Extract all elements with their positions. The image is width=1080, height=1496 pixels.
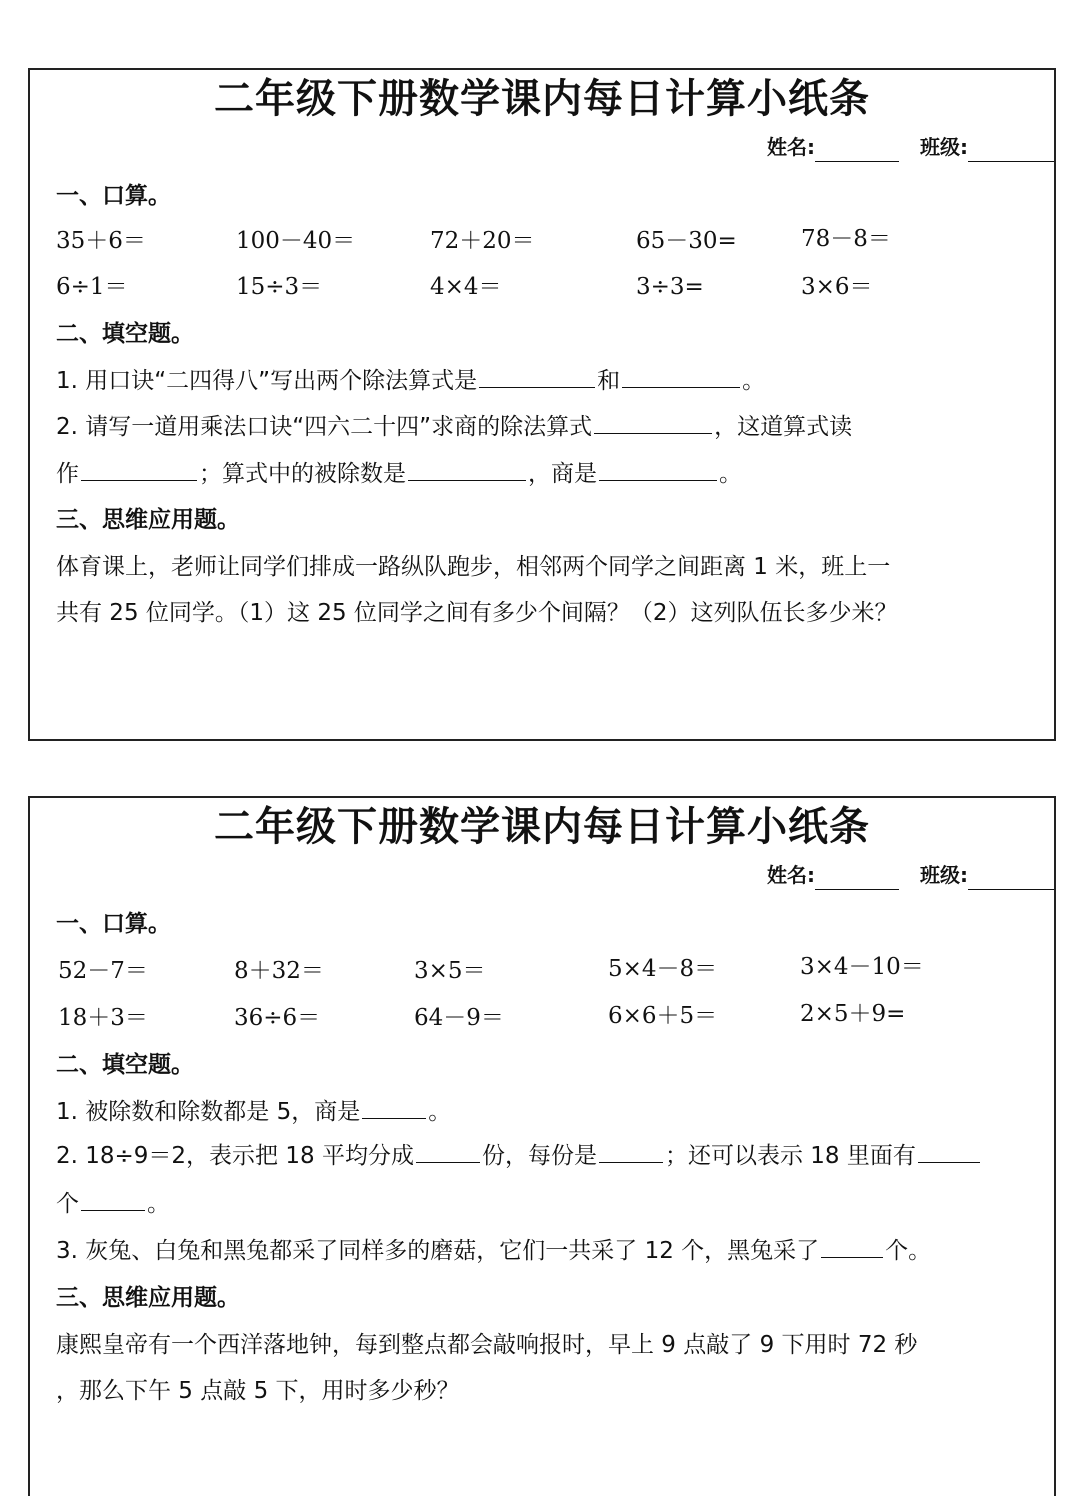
oral-problem: 4×4＝ xyxy=(430,274,502,300)
name-class-bar xyxy=(767,132,1054,162)
oral-problem: 100－40＝ xyxy=(236,228,356,254)
oral-problem: 3×4－10＝ xyxy=(800,954,924,980)
question-text: 和 xyxy=(597,368,621,394)
oral-problem: 6÷1＝ xyxy=(56,274,128,300)
question-text: 1. 用口诀“二四得八”写出两个除法算式是 xyxy=(56,368,478,394)
question-text: ；还可以表示 18 里面有 xyxy=(664,1143,916,1169)
oral-problem: 64－9＝ xyxy=(414,1005,504,1031)
answer-blank[interactable] xyxy=(599,456,717,481)
name-blank[interactable] xyxy=(815,139,899,162)
answer-blank[interactable] xyxy=(594,409,712,434)
section-heading-word-problem: 三、思维应用题。 xyxy=(56,1285,240,1311)
question-text: 份，每份是 xyxy=(481,1143,597,1169)
worksheet-title: 二年级下册数学课内每日计算小纸条 xyxy=(214,804,870,850)
section-heading-oral: 一、口算。 xyxy=(56,911,171,937)
oral-problem: 15÷3＝ xyxy=(236,274,323,300)
oral-problem: 2×5＋9= xyxy=(800,1001,906,1027)
answer-blank[interactable] xyxy=(599,1138,663,1163)
question-text: 个。 xyxy=(885,1238,932,1264)
oral-problem: 36÷6＝ xyxy=(234,1005,321,1031)
class-blank[interactable] xyxy=(968,139,1054,162)
answer-blank[interactable] xyxy=(479,363,595,388)
question-text: ；算式中的被除数是 xyxy=(199,461,406,487)
question-text: 。 xyxy=(428,1099,452,1125)
section-heading-fill: 二、填空题。 xyxy=(56,1052,194,1078)
answer-blank[interactable] xyxy=(622,363,740,388)
oral-problem: 5×4－8＝ xyxy=(608,956,718,982)
answer-blank[interactable] xyxy=(81,1186,145,1211)
oral-problem: 35＋6＝ xyxy=(56,228,146,254)
answer-blank[interactable] xyxy=(416,1138,480,1163)
name-class-bar xyxy=(767,860,1054,890)
oral-problem: 65－30= xyxy=(636,228,737,254)
fill-question-1 xyxy=(56,363,765,398)
class-label: 班级: xyxy=(920,135,968,159)
section-heading-word-problem: 三、思维应用题。 xyxy=(56,507,240,533)
word-problem-line: 共有 25 位同学。（1）这 25 位同学之间有多少个间隔？（2）这列队伍长多少米？ xyxy=(56,600,898,626)
worksheet-title: 二年级下册数学课内每日计算小纸条 xyxy=(214,76,870,122)
oral-problem: 52－7＝ xyxy=(58,958,148,984)
oral-problem: 3÷3= xyxy=(636,274,704,300)
oral-problem: 78－8＝ xyxy=(801,226,891,252)
class-label: 班级: xyxy=(920,863,968,887)
fill-question-1 xyxy=(56,1094,451,1129)
question-text: ，这道算式读 xyxy=(714,414,853,440)
fill-question-2 xyxy=(56,1138,982,1173)
name-label: 姓名: xyxy=(767,135,816,159)
oral-problem: 72＋20＝ xyxy=(430,228,535,254)
question-text: 。 xyxy=(147,1191,170,1217)
fill-question-3 xyxy=(56,1233,931,1268)
worksheet-card-1 xyxy=(28,68,1056,741)
question-text: 3. 灰兔、白兔和黑兔都采了同样多的磨菇，它们一共采了 12 个，黑兔采了 xyxy=(56,1238,820,1264)
name-blank[interactable] xyxy=(815,867,899,890)
name-label: 姓名: xyxy=(767,863,816,887)
section-heading-oral: 一、口算。 xyxy=(56,183,171,209)
answer-blank[interactable] xyxy=(918,1138,980,1163)
question-text: 。 xyxy=(742,368,766,394)
word-problem-line: ，那么下午 5 点敲 5 下，用时多少秒？ xyxy=(56,1378,460,1404)
fill-question-2-cont xyxy=(56,456,742,491)
question-text: 1. 被除数和除数都是 5，商是 xyxy=(56,1099,361,1125)
word-problem-line: 体育课上，老师让同学们排成一路纵队跑步，相邻两个同学之间距离 1 米，班上一 xyxy=(56,554,891,580)
oral-problem: 6×6＋5＝ xyxy=(608,1003,718,1029)
oral-problem: 18＋3＝ xyxy=(58,1005,148,1031)
question-text: 个 xyxy=(56,1191,79,1217)
answer-blank[interactable] xyxy=(408,456,526,481)
fill-question-2-cont xyxy=(56,1186,170,1221)
question-text: 2. 请写一道用乘法口诀“四六二十四”求商的除法算式 xyxy=(56,414,593,440)
word-problem-line: 康熙皇帝有一个西洋落地钟，每到整点都会敲响报时，早上 9 点敲了 9 下用时 72 秒 xyxy=(56,1332,918,1358)
answer-blank[interactable] xyxy=(81,456,197,481)
question-text: 作 xyxy=(56,461,79,487)
oral-problem: 3×5＝ xyxy=(414,958,486,984)
question-text: 。 xyxy=(719,461,742,487)
class-blank[interactable] xyxy=(968,867,1054,890)
oral-problem: 8＋32＝ xyxy=(234,958,324,984)
oral-problem: 3×6＝ xyxy=(801,274,873,300)
answer-blank[interactable] xyxy=(362,1094,426,1119)
section-heading-fill: 二、填空题。 xyxy=(56,321,194,347)
fill-question-2 xyxy=(56,409,852,444)
worksheet-card-2 xyxy=(28,796,1056,1496)
question-text: 2. 18÷9＝2，表示把 18 平均分成 xyxy=(56,1143,414,1169)
question-text: ，商是 xyxy=(528,461,597,487)
answer-blank[interactable] xyxy=(821,1233,883,1258)
